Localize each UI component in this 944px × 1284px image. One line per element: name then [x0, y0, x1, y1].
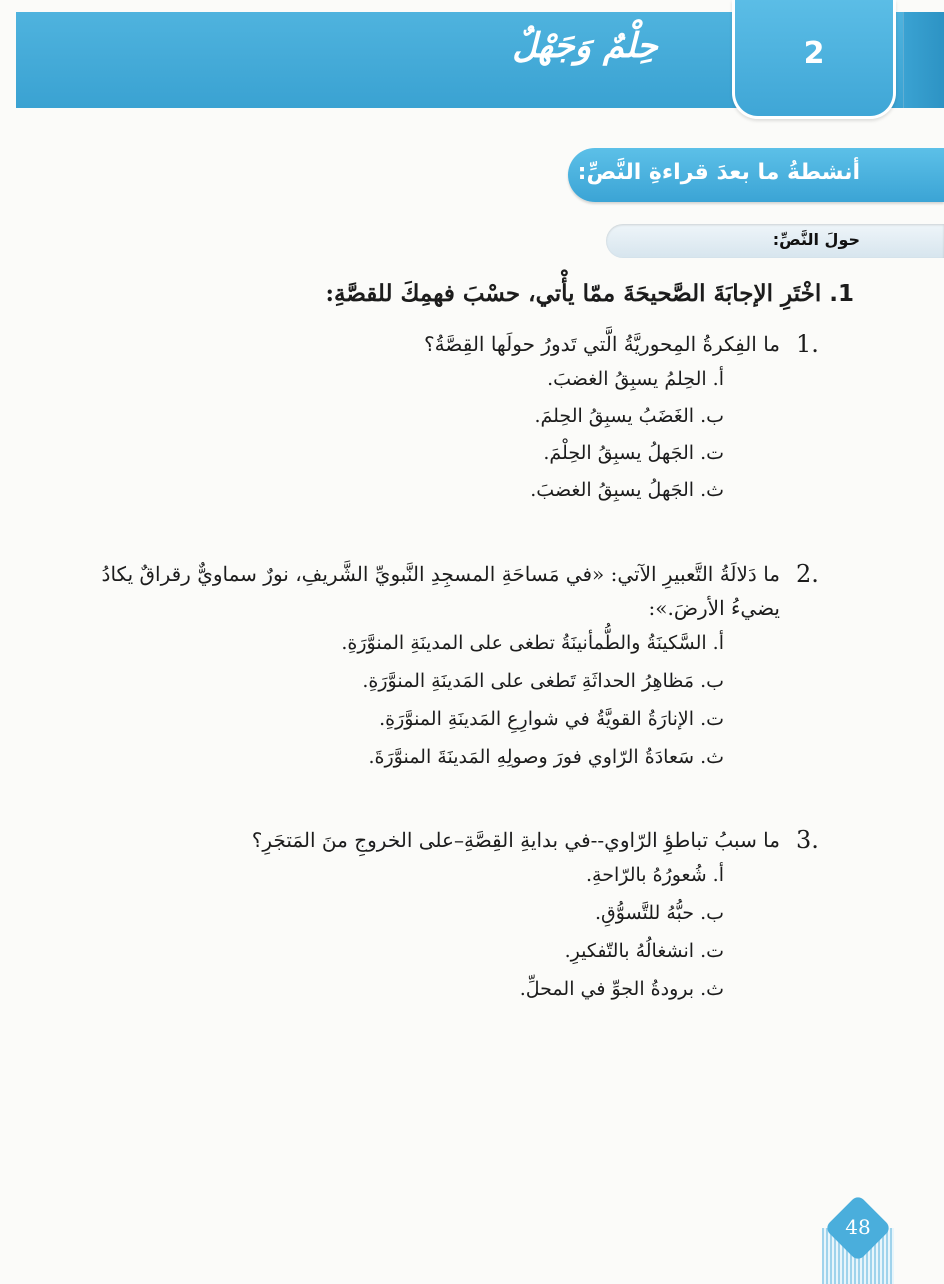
exercise-instruction	[326, 280, 854, 307]
exercise-number: 1.	[829, 281, 854, 307]
exercise-text: اخْتَرِ الإجابَةَ الصَّحيحَةَ ممّا يأْتي، حسْبَ فهمِكَ للقصَّةِ:	[325, 280, 822, 307]
question-2-option-d: ث. سَعادَةُ الرّاوي فورَ وصولِهِ المَدينَةَ المنوَّرَةَ.	[368, 746, 724, 768]
question-1-option-a: أ. الحِلمُ يسبِقُ الغضبَ.	[547, 368, 724, 390]
question-3-number: 3.	[796, 826, 819, 854]
page-number-badge	[822, 1198, 894, 1270]
question-1-number: 1.	[796, 330, 819, 358]
question-3-option-c: ت. انشغالُهُ بالتّفكيرِ.	[564, 940, 724, 962]
section-header	[568, 148, 944, 202]
lesson-title: حِلْمٌ وَجَهْلٌ	[512, 26, 658, 66]
question-2-option-b: ب. مَظاهِرُ الحداثَةِ تَطغى على المَدينَةِ المنوَّرَةِ.	[362, 670, 724, 692]
banner-stripe	[903, 12, 944, 108]
question-1-text: ما الفِكرةُ المِحوريَّةُ الَّتي تَدورُ حولَها القِصَّةُ؟	[424, 332, 780, 356]
question-3-option-d: ث. برودةُ الجوِّ في المحلِّ.	[519, 978, 724, 1000]
page-number: 48	[845, 1215, 871, 1239]
question-1-option-b: ب. الغَضَبُ يسبِقُ الحِلمَ.	[534, 405, 724, 427]
subsection-header	[606, 224, 944, 258]
question-2-option-c: ت. الإنارَةُ القويَّةُ في شوارِعِ المَدينَةِ المنوَّرَةِ.	[379, 708, 724, 730]
section-title: أنشطةُ ما بعدَ قراءةِ النَّصِّ:	[577, 160, 860, 185]
lesson-number: 2	[803, 36, 825, 71]
subsection-title: حولَ النَّصِّ:	[772, 230, 860, 249]
question-3-option-a: أ. شُعورُهُ بالرّاحةِ.	[585, 864, 724, 886]
question-1-option-c: ت. الجَهلُ يسبِقُ الحِلْمَ.	[543, 442, 724, 464]
question-3-text: ما سببُ تباطؤِ الرّاوي--في بدايةِ القِصَّةِ–على الخروجِ منَ المَتجَرِ؟	[251, 828, 780, 852]
question-2-text-line2: يضيءُ الأرضَ.»:	[648, 596, 780, 620]
question-2-option-a: أ. السَّكينَةُ والطُّمأنينَةُ تطغى على المدينَةِ المنوَّرَةِ.	[341, 632, 724, 654]
lesson-number-tab	[732, 0, 896, 119]
question-2-text-line1: ما دَلالَةُ التَّعبيرِ الآتي: «في مَساحَةِ المسجِدِ النَّبويِّ الشَّريفِ، نورٌ سماويٌّ رقراقٌ يكادُ	[101, 562, 780, 586]
question-1-option-d: ث. الجَهلُ يسبِقُ الغضبَ.	[530, 479, 724, 501]
question-3-option-b: ب. حبُّهُ للتَّسوُّقِ.	[594, 902, 724, 924]
question-2-number: 2.	[796, 560, 819, 588]
